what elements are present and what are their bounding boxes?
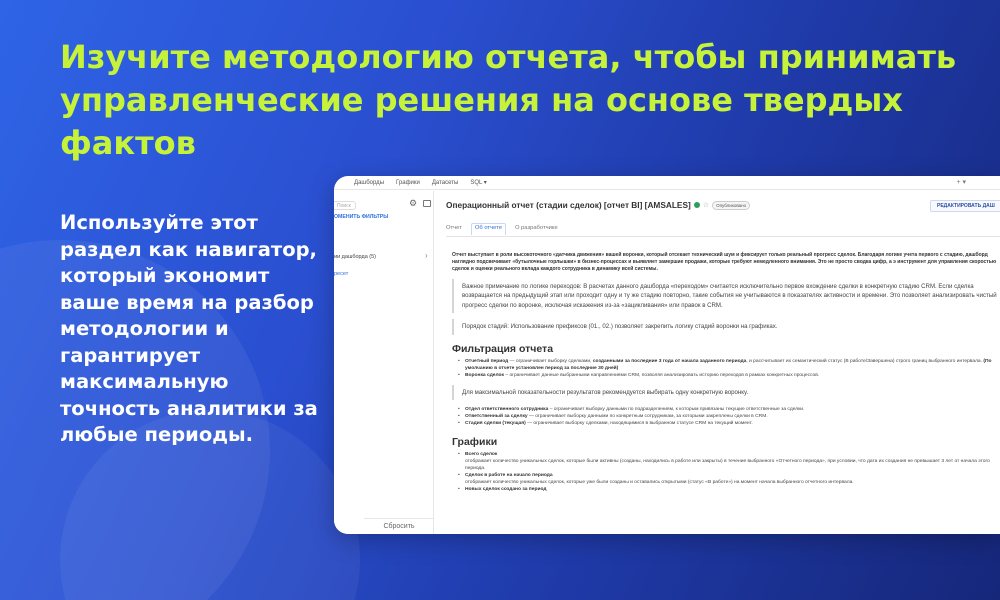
lead-text: Используйте этот раздел как навигатор, который экономит ваше время на разбор методологии и гарантирует максимальную точность аналитики за любые периоды. [60, 211, 318, 446]
nav-dashboards[interactable]: Дашборды [354, 179, 384, 186]
tab-about-developer[interactable]: О разработчике [514, 225, 558, 231]
note-transitions: Важное примечание по логике переходов: В расчетах данного дашборда «переходом» считается исключительно первое вхождение сделки в конкретную стадию CRM. Если сделка возвращается на предыдущий этап или проходит одну и ту же стадию повторно, такие события не учитываются в показателях активности и времени. Это позволяет анализировать чистый прогресс сделки по воронке, исключая искажения из-за «зацикливания» или правок в CRM. [452, 279, 1000, 314]
report-header [446, 200, 750, 210]
top-navigation [334, 176, 1000, 190]
report-tabs [446, 225, 558, 235]
list-item: • Воронка сделок – ограничивает данные выбранными направлениями CRM, позволяя анализировать историю переходов в рамках конкретных процессов. [452, 373, 1000, 380]
list-item: • Ответственный за сделку — ограничивает выборку данными по конкретным сотрудникам, за которыми закреплены сделки в CRM. [452, 414, 1000, 421]
collapse-panel-icon[interactable] [423, 200, 431, 207]
filters-list [452, 359, 1000, 380]
report-main [434, 191, 1000, 534]
certified-icon [694, 202, 700, 208]
nav-sql[interactable]: SQL ▾ [470, 180, 487, 186]
charts-list [452, 452, 1000, 493]
dashboard-screenshot [334, 176, 1000, 534]
filters-sidebar [334, 191, 434, 534]
preset-link[interactable]: ресет [334, 271, 349, 277]
list-item: • Отдел ответственного сотрудника – ограничивает выборку данными по подразделениям, к которым привязаны текущие ответственные за сделки. [452, 407, 1000, 414]
reset-filters-link[interactable]: ОМЕНИТЬ ФИЛЬТРЫ [334, 214, 389, 220]
reset-button[interactable]: Сбросить [364, 518, 434, 534]
filters-heading: Фильтрация отчета [452, 342, 554, 355]
tab-about-report[interactable]: Об отчете [471, 223, 506, 235]
sidebar-search-input[interactable]: Поиск [334, 201, 356, 210]
edit-dashboard-button[interactable]: РЕДАКТИРОВАТЬ ДАШ [930, 200, 1000, 212]
status-badge: Опубликовано [712, 201, 750, 210]
sidebar-item-dashboard-filters[interactable]: ии дашборда (5) [334, 254, 377, 260]
tab-report[interactable]: Отчет [446, 225, 462, 231]
nav-datasets[interactable]: Датасеты [431, 179, 459, 186]
about-content [452, 252, 1000, 493]
page-headline: Изучите методологию отчета, чтобы принимать управленческие решения на основе твердых фактов [60, 38, 957, 162]
list-item: • Новых сделок создано за период [452, 487, 1000, 494]
list-item: • Отчетный период — ограничивает выборку сделками, созданными за последние 3 года от начала заданного периода, и рассчитывает их семантический статус (В работе/Завершена) строго границ выбранного интервала. (По умолчанию в отчете установлен период за последние 30 дней) [452, 359, 1000, 373]
star-icon[interactable]: ☆ [702, 202, 710, 209]
nav-charts[interactable]: Графики [396, 179, 420, 186]
filters-list-2 [452, 407, 1000, 428]
chevron-right-icon[interactable]: › [425, 251, 428, 260]
tab-divider [446, 236, 1000, 237]
gear-icon[interactable]: ⚙ [409, 198, 418, 208]
report-title: Операционный отчет (стадии сделок) [отчет BI] [AMSALES] [446, 200, 691, 210]
list-item: • Стадия сделки (текущая) — ограничивает выборку сделками, находящимися в выбранном статусе CRM на текущий момент. [452, 421, 1000, 428]
note-stage-order: Порядок стадий: Использование префиксов (01., 02.) позволяет закрепить логику стадий воронки на графиках. [452, 319, 1000, 335]
charts-heading: Графики [452, 436, 498, 449]
list-item: • Всего сделок отображает количество уникальных сделок, которые были активны (созданы, находились в работе или закрыты) в течение выбранного «Отчетного периода», при условии, что дата их создания не превышает 3 лет от начала этого периода. [452, 452, 1000, 473]
filters-note: Для максимальной показательности результатов рекомендуется выбирать одну конкретную воронку. [452, 385, 1000, 401]
add-menu-button[interactable]: + ▾ [956, 179, 966, 186]
list-item: • Сделок в работе на начало периода отображает количество уникальных сделок, которые уже были созданы и оставались открытыми (статус «В работе») на момент начала выбранного отчетного интервала. [452, 473, 1000, 487]
intro-paragraph: Отчет выступает в роли высокоточного «датчика движения» вашей воронки, который отсекает технический шум и фиксирует только реальный прогресс сделок. Благодаря логике учета первого с стадию, дашборд наглядно подсвечивает «бутылочные горлышки» в бизнес-процессах и выявляет замершие продажи, которые требуют немедленного внимания. Это не просто сводка цифр, а э инструмент для управления скоростью сделок и оценки реального вклада каждого сотрудника в динамику всей системы. [452, 252, 997, 273]
